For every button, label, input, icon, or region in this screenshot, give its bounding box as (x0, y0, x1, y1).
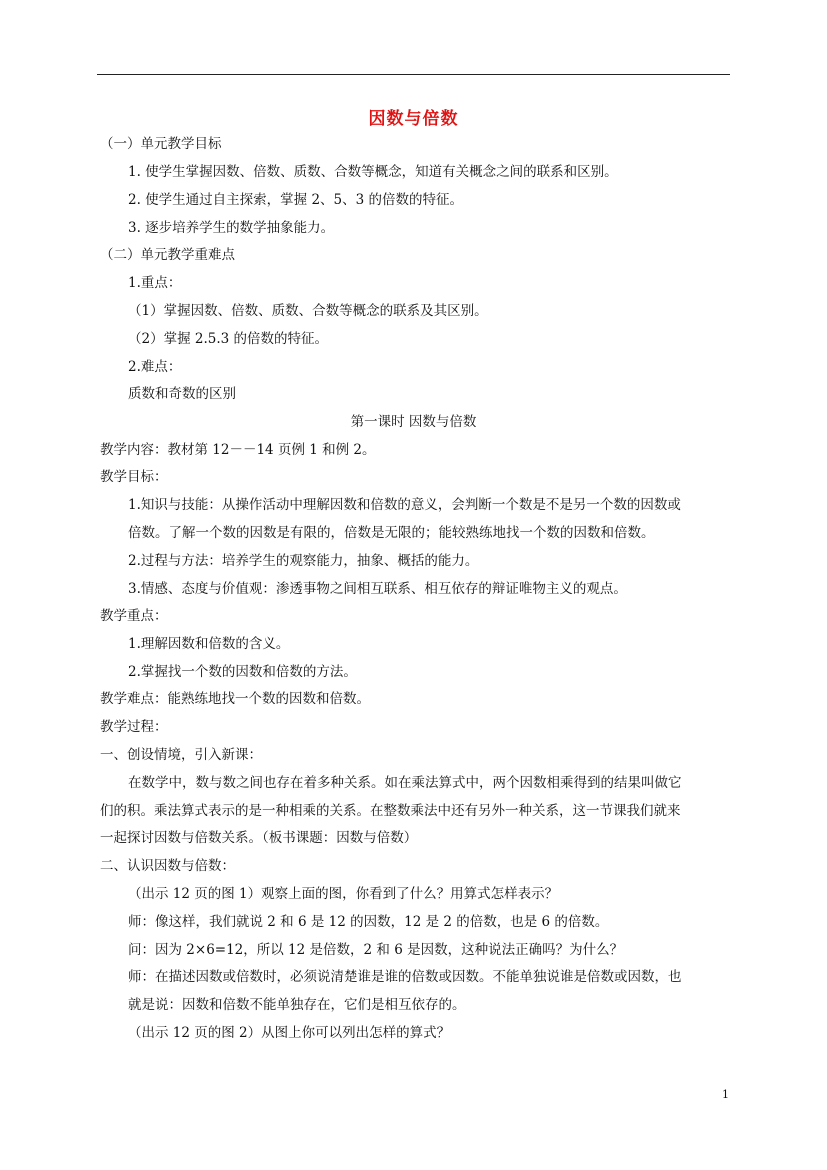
text-line: 质数和奇数的区别 (128, 386, 236, 402)
header-rule (97, 74, 730, 75)
text-line: 们的积。乘法算式表示的是一种相乘的关系。在整数乘法中还有另外一种关系，这一节课我们就来 (100, 803, 681, 819)
section-heading: 一、创设情境，引入新课： (100, 747, 262, 763)
page-title: 因数与倍数 (368, 109, 459, 129)
section-heading: 二、认识因数与倍数： (100, 858, 235, 874)
text-line: 在数学中，数与数之间也存在着多种关系。如在乘法算式中，两个因数相乘得到的结果叫做它 (128, 775, 682, 791)
text-line: 2.过程与方法：培养学生的观察能力，抽象、概括的能力。 (128, 553, 479, 569)
text-line: 教学难点：能熟练地找一个数的因数和倍数。 (100, 691, 370, 707)
section-heading: （一）单元教学目标 (100, 136, 222, 152)
section-heading: 教学过程： (100, 719, 168, 735)
text-line: 倍数。了解一个数的因数是有限的，倍数是无限的；能较熟练地找一个数的因数和倍数。 (128, 525, 655, 541)
text-line: 师：像这样，我们就说 2 和 6 是 12 的因数，12 是 2 的倍数，也是 6 的倍数。 (128, 914, 609, 930)
text-line: （出示 12 页的图 1）观察上面的图，你看到了什么？用算式怎样表示？ (128, 886, 559, 902)
text-line: 问：因为 2×6=12，所以 12 是倍数，2 和 6 是因数，这种说法正确吗？为什么？ (128, 942, 624, 958)
section-heading: （二）单元教学重难点 (100, 247, 235, 263)
text-line: 1.重点： (128, 275, 182, 291)
text-line: 1. 使学生掌握因数、倍数、质数、合数等概念，知道有关概念之间的联系和区别。 (128, 164, 618, 180)
page-number: 1 (722, 1088, 729, 1101)
lesson-title: 第一课时 因数与倍数 (350, 414, 477, 430)
section-heading: 教学重点： (100, 608, 168, 624)
text-line: 一起探讨因数与倍数关系。（板书课题：因数与倍数） (100, 830, 418, 846)
text-line: 就是说：因数和倍数不能单独存在，它们是相互依存的。 (128, 997, 466, 1013)
text-line: 教学内容：教材第 12－－14 页例 1 和例 2。 (100, 442, 376, 458)
text-line: 3.情感、态度与价值观：渗透事物之间相互联系、相互依存的辩证唯物主义的观点。 (128, 581, 627, 597)
text-line: （2）掌握 2.5.3 的倍数的特征。 (128, 331, 329, 347)
text-line: （出示 12 页的图 2）从图上你可以列出怎样的算式？ (128, 1025, 451, 1041)
section-heading: 教学目标： (100, 469, 168, 485)
text-line: 2. 使学生通过自主探索，掌握 2、5、3 的倍数的特征。 (128, 192, 464, 208)
text-line: 师：在描述因数或倍数时，必须说清楚谁是谁的倍数或因数。不能单独说谁是倍数或因数，也 (128, 969, 682, 985)
text-line: 1.知识与技能：从操作活动中理解因数和倍数的意义，会判断一个数是不是另一个数的因数或 (128, 497, 681, 513)
text-line: （1）掌握因数、倍数、质数、合数等概念的联系及其区别。 (128, 303, 488, 319)
text-line: 1.理解因数和倍数的含义。 (128, 636, 290, 652)
text-line: 2.难点： (128, 359, 182, 375)
text-line: 2.掌握找一个数的因数和倍数的方法。 (128, 664, 357, 680)
text-line: 3. 逐步培养学生的数学抽象能力。 (128, 220, 335, 236)
